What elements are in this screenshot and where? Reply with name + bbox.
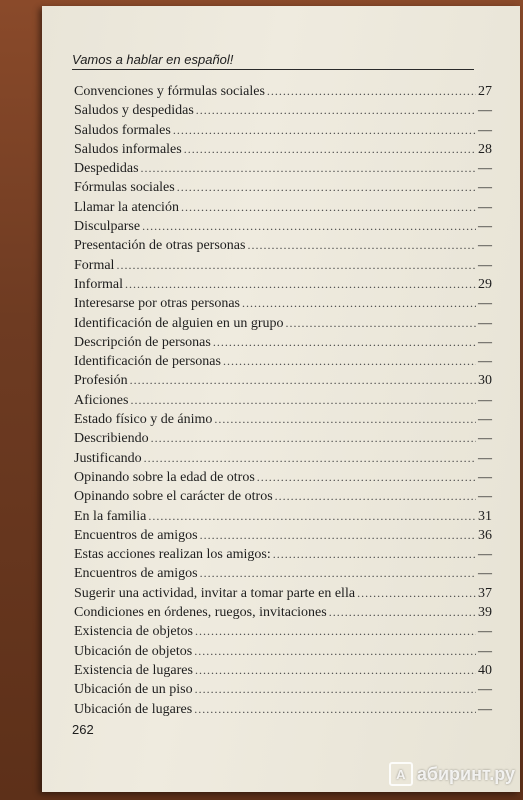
dot-leader (195, 624, 476, 639)
toc-entry-page: 36 (478, 527, 492, 543)
toc-entry-page: — (478, 354, 492, 370)
toc-entry-page: — (478, 122, 492, 138)
toc-entry (74, 219, 492, 238)
dot-leader (200, 566, 476, 581)
dot-leader (125, 277, 476, 292)
toc-entry (74, 238, 492, 257)
toc-entry-page: — (478, 431, 492, 447)
toc-entry-page: — (478, 489, 492, 505)
toc-entry (74, 412, 492, 431)
toc-entry (74, 258, 492, 277)
toc-entry-page: — (478, 566, 492, 582)
toc-entry-title: Convenciones y fórmulas sociales (74, 84, 265, 99)
table-of-contents (74, 84, 492, 721)
toc-entry (74, 373, 492, 392)
toc-entry-title: Existencia de objetos (74, 624, 193, 640)
toc-entry (74, 200, 492, 219)
toc-entry (74, 316, 492, 335)
toc-entry (74, 605, 492, 624)
toc-entry-page: 27 (478, 84, 492, 99)
toc-entry (74, 451, 492, 470)
toc-entry-page: — (478, 547, 492, 563)
toc-entry-title: En la familia (74, 508, 147, 524)
watermark-text: абиринт.ру (416, 763, 515, 784)
running-header: Vamos a hablar en español! (72, 52, 474, 70)
toc-entry (74, 682, 492, 701)
toc-entry-title: Estas acciones realizan los amigos: (74, 547, 271, 563)
watermark (389, 762, 515, 786)
toc-entry (74, 431, 492, 450)
dot-leader (194, 644, 476, 659)
toc-entry-title: Opinando sobre el carácter de otros (74, 489, 273, 505)
toc-entry-title: Informal (74, 276, 123, 292)
toc-entry-page: — (478, 392, 492, 408)
toc-entry (74, 180, 492, 199)
toc-entry (74, 586, 492, 605)
toc-entry (74, 335, 492, 354)
toc-entry-title: Existencia de lugares (74, 662, 193, 678)
toc-entry-page: 28 (478, 141, 492, 157)
toc-entry-title: Estado físico y de ánimo (74, 412, 213, 428)
dot-leader (177, 180, 476, 195)
toc-entry-title: Llamar la atención (74, 199, 179, 215)
toc-entry-title: Identificación de alguien en un grupo (74, 315, 284, 331)
toc-entry (74, 354, 492, 373)
toc-entry-page: 31 (478, 508, 492, 524)
toc-entry-page: — (478, 682, 492, 698)
dot-leader (116, 258, 476, 273)
toc-entry-page: — (478, 161, 492, 177)
dot-leader (194, 702, 476, 717)
dot-leader (196, 103, 476, 118)
toc-entry (74, 103, 492, 122)
toc-entry-page: — (478, 296, 492, 312)
toc-entry-page: 37 (478, 585, 492, 601)
dot-leader (329, 605, 476, 620)
dot-leader (267, 84, 476, 99)
toc-entry (74, 161, 492, 180)
dot-leader (247, 238, 476, 253)
toc-entry (74, 702, 492, 721)
toc-entry-title: Disculparse (74, 219, 141, 235)
toc-entry-title: Saludos y despedidas (74, 103, 194, 119)
labirint-logo-icon: А (389, 762, 413, 786)
toc-entry (74, 123, 492, 142)
page-number: 262 (72, 722, 94, 737)
dot-leader (173, 123, 476, 138)
dot-leader (257, 470, 476, 485)
toc-entry (74, 547, 492, 566)
toc-entry-page: — (478, 103, 492, 119)
dot-leader (130, 393, 476, 408)
dot-leader (130, 373, 476, 388)
toc-entry (74, 624, 492, 643)
toc-entry-title: Despedidas (74, 161, 139, 177)
toc-entry-title: Saludos formales (74, 122, 171, 138)
toc-entry-page: 29 (478, 276, 492, 292)
dot-leader (213, 335, 476, 350)
toc-entry (74, 470, 492, 489)
toc-entry-page: — (478, 219, 492, 235)
toc-entry (74, 663, 492, 682)
toc-entry (74, 142, 492, 161)
toc-entry (74, 489, 492, 508)
toc-entry-page: — (478, 643, 492, 659)
dot-leader (200, 528, 476, 543)
toc-entry (74, 509, 492, 528)
toc-entry-page: — (478, 334, 492, 350)
toc-entry (74, 644, 492, 663)
toc-entry-title: Fórmulas sociales (74, 180, 175, 196)
toc-entry-title: Opinando sobre la edad de otros (74, 469, 255, 485)
dot-leader (151, 431, 476, 446)
book-page (42, 6, 520, 792)
toc-entry-title: Encuentros de amigos (74, 527, 198, 543)
dot-leader (181, 200, 476, 215)
dot-leader (184, 142, 476, 157)
toc-entry-title: Describiendo (74, 431, 149, 447)
toc-entry-page: — (478, 238, 492, 254)
toc-entry-page: — (478, 701, 492, 717)
toc-entry-title: Aficiones (74, 392, 129, 408)
toc-entry-page: 30 (478, 373, 492, 389)
dot-leader (357, 586, 476, 601)
toc-entry-page: — (478, 199, 492, 215)
dot-leader (144, 451, 476, 466)
toc-entry-title: Encuentros de amigos (74, 566, 198, 582)
toc-entry (74, 277, 492, 296)
dot-leader (142, 219, 476, 234)
toc-entry-page: 40 (478, 662, 492, 678)
toc-entry-page: 39 (478, 605, 492, 621)
toc-entry-title: Ubicación de objetos (74, 643, 193, 659)
toc-entry (74, 566, 492, 585)
dot-leader (275, 489, 476, 504)
toc-entry-page: — (478, 257, 492, 273)
toc-entry-title: Identificación de personas (74, 354, 221, 370)
toc-entry-title: Justificando (74, 450, 142, 466)
dot-leader (223, 354, 476, 369)
dot-leader (148, 509, 476, 524)
dot-leader (195, 682, 476, 697)
toc-entry-title: Formal (74, 257, 115, 273)
toc-entry-title: Ubicación de un piso (74, 682, 193, 698)
toc-entry-title: Saludos informales (74, 141, 182, 157)
toc-entry-title: Ubicación de lugares (74, 701, 193, 717)
dot-leader (195, 663, 476, 678)
toc-entry-page: — (478, 624, 492, 640)
toc-entry-title: Sugerir una actividad, invitar a tomar parte en ella (74, 585, 356, 601)
dot-leader (273, 547, 476, 562)
toc-entry-page: — (478, 412, 492, 428)
toc-entry (74, 393, 492, 412)
toc-entry-page: — (478, 469, 492, 485)
toc-entry-title: Interesarse por otras personas (74, 296, 240, 312)
dot-leader (141, 161, 476, 176)
dot-leader (242, 296, 476, 311)
toc-entry (74, 296, 492, 315)
dot-leader (214, 412, 476, 427)
toc-entry-title: Descripción de personas (74, 334, 211, 350)
toc-entry-title: Condiciones en órdenes, ruegos, invitaciones (74, 605, 327, 621)
toc-entry (74, 84, 492, 103)
toc-entry (74, 528, 492, 547)
toc-entry-title: Presentación de otras personas (74, 238, 246, 254)
toc-entry-page: — (478, 180, 492, 196)
toc-entry-page: — (478, 315, 492, 331)
dot-leader (286, 316, 476, 331)
toc-entry-title: Profesión (74, 373, 128, 389)
toc-entry-page: — (478, 450, 492, 466)
